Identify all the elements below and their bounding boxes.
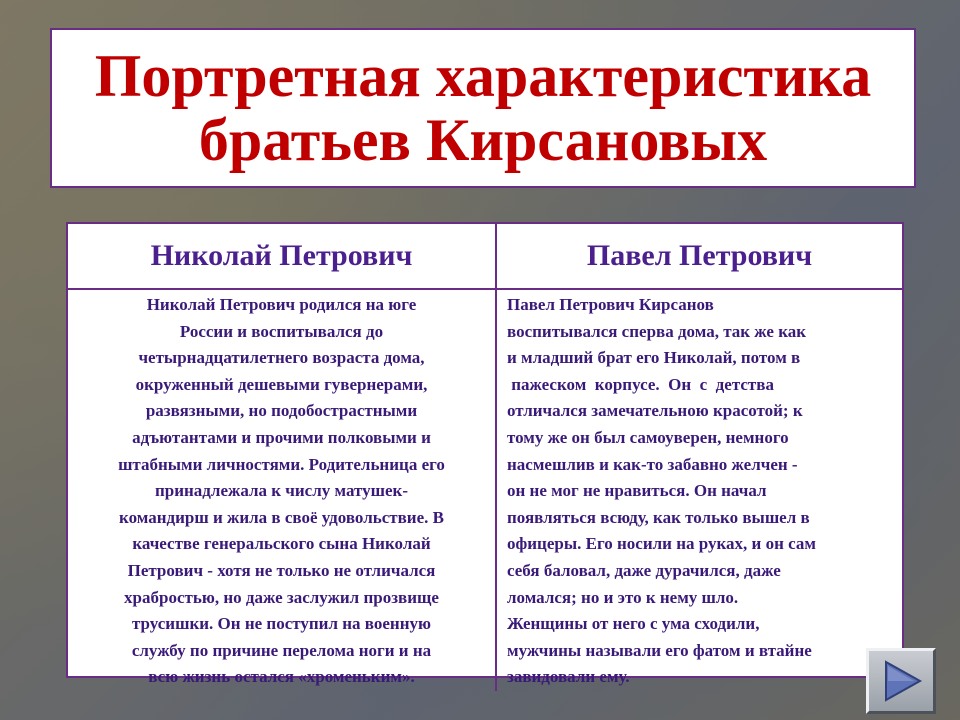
text-line: Павел Петрович Кирсанов [507,295,714,314]
text-line: четырнадцатилетнего возраста дома, [138,348,425,368]
text-line: появляться всюду, как только вышел в [507,507,810,527]
text-line: офицеры. Его носили на руках, и он сам [507,534,816,554]
text-line: штабными личностями. Родительница его [118,454,445,474]
text-line: насмешлив и как-то забавно желчен - [507,454,798,474]
text-line: воспитывался сперва дома, так же как [507,321,807,341]
slide-title-line-2: братьев Кирсановых [198,107,768,173]
pavel-description [497,290,902,691]
text-line: окруженный дешевыми гувернерами, [135,374,428,394]
title-box [50,28,916,188]
text-line: адъютантами и прочими полковыми и [132,427,431,447]
cell-nikolai [68,290,497,691]
text-line: храбростью, но даже заслужил прозвище [124,587,439,607]
text-line: Петрович - хотя не только не отличался [127,560,436,580]
text-line: всю жизнь остался «хроменьким». [148,667,415,687]
text-line: Женщины от него с ума сходили, [507,614,760,634]
text-line: развязными, но подобострастными [145,401,418,421]
text-line: службу по причине перелома ноги и на [131,640,432,660]
text-line: и младший брат его Николай, потом в [507,348,801,368]
text-line: пажеском корпусе. Он с детства [507,374,774,394]
text-line: качестве генеральского сына Николай [132,534,431,554]
cell-pavel [497,290,902,691]
text-line: командирш и жила в своё удовольствие. В [119,507,444,527]
text-line: тому же он был самоуверен, немного [507,427,789,447]
text-line: мужчины называли его фатом и втайне [507,640,812,660]
text-line: трусишки. Он не поступил на военную [132,614,431,634]
text-line: принадлежала к числу матушек- [154,481,409,501]
play-triangle-icon [878,658,924,704]
text-line: себя баловал, даже дурачился, даже [507,560,781,580]
text-line: ломался; но и это к нему шло. [507,587,739,607]
text-line: отличался замечательною красотой; к [507,401,803,421]
slide-title-line-1: Портретная характеристика [94,43,872,109]
next-slide-button[interactable] [866,648,936,714]
comparison-table [66,222,904,687]
nikolai-description [68,290,495,691]
text-line: Николай Петрович родился на юге [146,295,417,314]
text-line: завидовали ему. [507,667,630,687]
text-line: он не мог не нравиться. Он начал [507,481,767,501]
text-line: России и воспитывался до [179,321,384,341]
header-nikolai: Николай Петрович [68,224,497,290]
header-pavel: Павел Петрович [497,224,902,290]
